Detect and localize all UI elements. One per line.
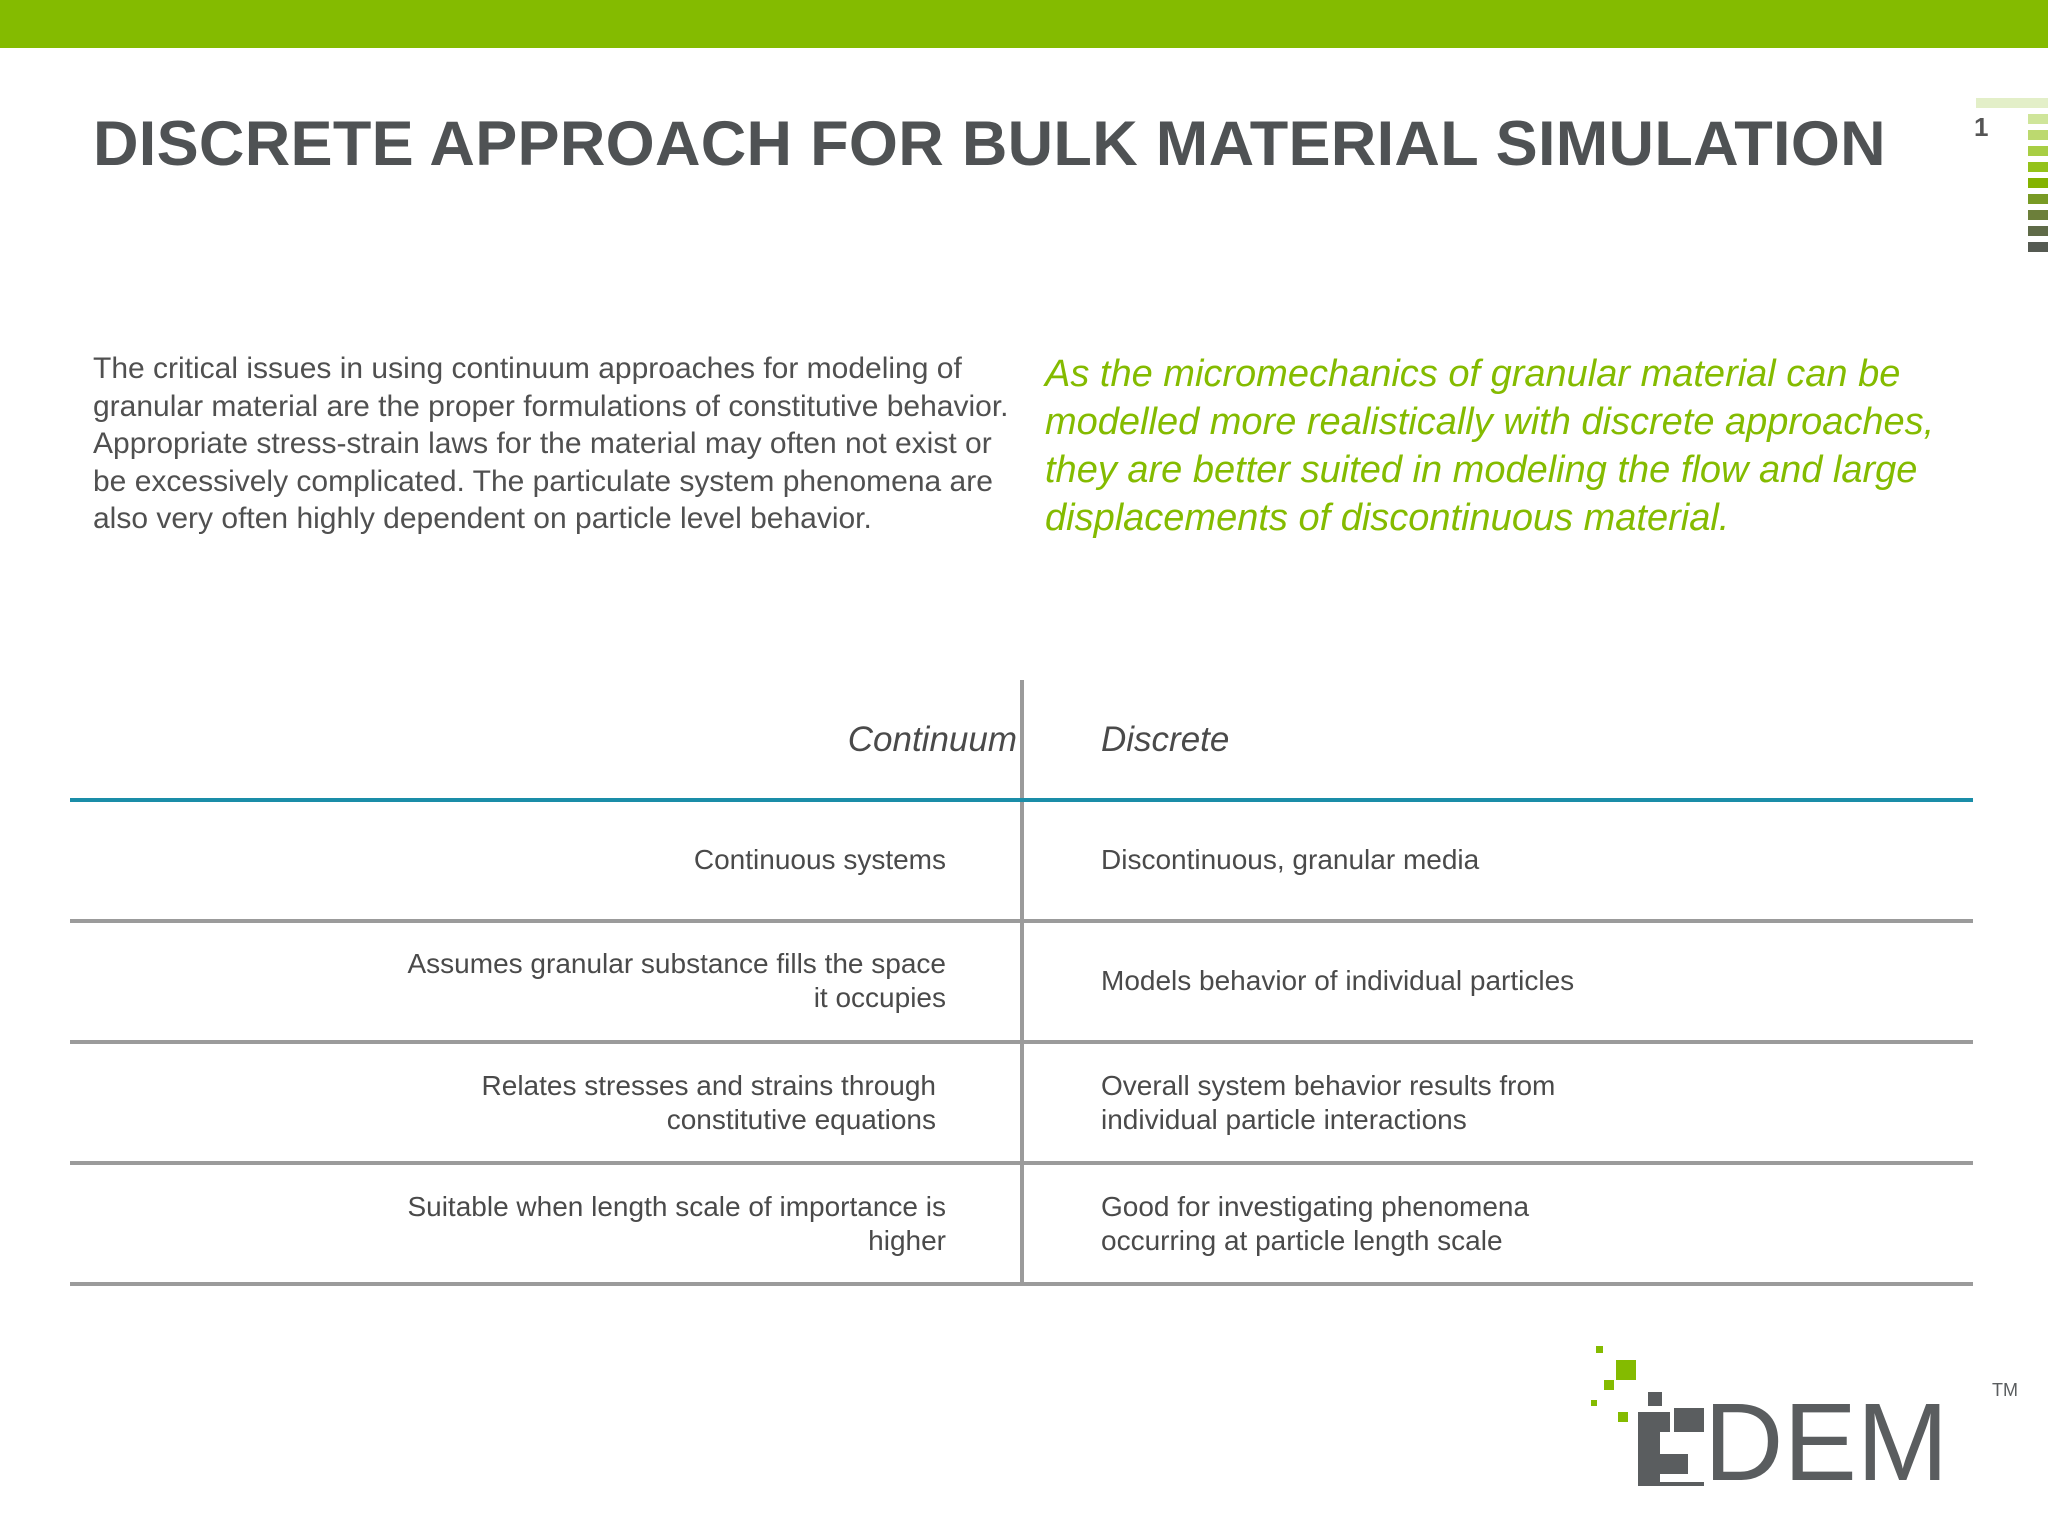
- continuum-issues-paragraph: The critical issues in using continuum approaches for modeling of granular material are the proper formulations of constitutive behavior. Appropriate stress-strain laws for the material may often not exist or be excessively complicated. The particulate system phenomena are also very often highly dependent on particle level behavior.: [93, 352, 1009, 535]
- row-1-discrete: Discontinuous, granular media: [1101, 844, 1480, 875]
- comparison-table: [70, 680, 1973, 1286]
- discrete-highlight-paragraph: As the micromechanics of granular material can be modelled more realistically with discrete approaches, they are better suited in modeling the flow and large displacements of discontinuous material.: [1045, 353, 1935, 539]
- row-2-discrete: Models behavior of individual particles: [1101, 965, 1575, 996]
- page-number: 1: [1974, 112, 1989, 142]
- row-4-continuum: Suitable when length scale of importance is higher: [407, 1191, 946, 1256]
- decorative-bar-ladder: [1976, 98, 2048, 260]
- table-column-divider: [1020, 680, 1024, 1286]
- row-3-discrete: Overall system behavior results from individual particle interactions: [1101, 1070, 1556, 1135]
- row-1-continuum: Continuous systems: [693, 844, 946, 875]
- row-2-continuum: Assumes granular substance fills the space it occupies: [407, 948, 946, 1013]
- top-accent-bar: [0, 0, 2048, 48]
- header-discrete: Discrete: [1101, 720, 1230, 759]
- header-continuum: Continuum: [847, 720, 1017, 759]
- table-bottom-rule: [70, 1282, 1973, 1286]
- slide-title: DISCRETE APPROACH FOR BULK MATERIAL SIMULATION: [93, 109, 1886, 179]
- row-3-continuum: Relates stresses and strains through constitutive equations: [481, 1070, 936, 1135]
- logo-wordmark: DEM: [1704, 1381, 1949, 1486]
- row-4-discrete: Good for investigating phenomena occurring at particle length scale: [1101, 1191, 1530, 1256]
- logo-trademark: TM: [1992, 1380, 2018, 1400]
- edem-logo: [1588, 1346, 2018, 1486]
